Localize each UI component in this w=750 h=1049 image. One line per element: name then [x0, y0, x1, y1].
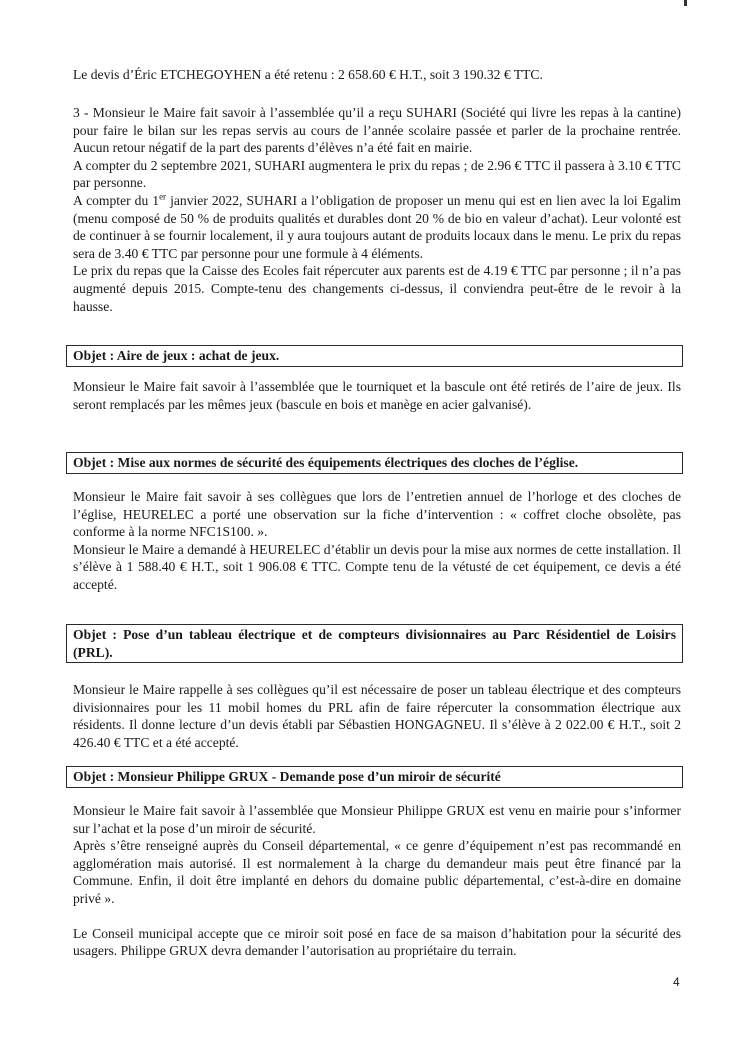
section-body-jeux [73, 378, 681, 413]
miroir-p1: Monsieur le Maire fait savoir à l’assemblée que Monsieur Philippe GRUX est venu en mairie pour s’informer sur l’achat et la pose d’un miroir de sécurité. [73, 803, 681, 836]
miroir-p3: Le Conseil municipal accepte que ce miroir soit posé en face de sa maison d’habitation pour la sécurité des usagers. Philippe GRUX devra demander l’autorisation au propriétaire du terrain. [73, 925, 681, 959]
section-body-prl [73, 681, 681, 751]
suhari-p3-sup: er [159, 191, 167, 202]
section-title-prl: Objet : Pose d’un tableau électrique et de compteurs divisionnaires au Parc Résidentiel de Loisirs (PRL). [66, 624, 683, 663]
section-body-miroir [73, 802, 681, 960]
prl-body: Monsieur le Maire rappelle à ses collègues qu’il est nécessaire de poser un tableau électrique et des compteurs divisionnaires pour les 11 mobil homes du PRL afin de faire répercuter la consommation électrique aux résidents. Il donne lecture d’un devis établi par Sébastien HONGAGNEU. Il s’élève à 2 022.00 € H.T., soit 2 426.40 € TTC et a été accepté. [73, 682, 681, 750]
page-number: 4 [673, 975, 680, 989]
section-title-jeux: Objet : Aire de jeux : achat de jeux. [66, 345, 683, 367]
devis-paragraph [73, 66, 681, 84]
suhari-p2: A compter du 2 septembre 2021, SUHARI augmentera le prix du repas ; de 2.96 € TTC il passera à 3.10 € TTC par personne. [73, 157, 681, 191]
jeux-body: Monsieur le Maire fait savoir à l’assemblée que le tourniquet et la bascule ont été retirés de l’aire de jeux. Ils seront remplacés par les mêmes jeux (bascule en bois et manège en acier galvanisé). [73, 379, 681, 412]
devis-line: Le devis d’Éric ETCHEGOYHEN a été retenu : 2 658.60 € H.T., soit 3 190.32 € TTC. [73, 67, 543, 82]
miroir-p2: Après s’être renseigné auprès du Conseil départemental, « ce genre d’équipement n’est pas recommandé en agglomération mais autorisé. Il est normalement à la charge du demandeur mais peut être financé par la Commune. Enfin, il doit être implanté en dehors du domaine public départemental, c’est-à-dire en domaine privé ». [73, 838, 681, 906]
section-title-cloches: Objet : Mise aux normes de sécurité des équipements électriques des cloches de l’église. [66, 452, 683, 474]
suhari-p3-rest: janvier 2022, SUHARI a l’obligation de proposer un menu qui est en lien avec la loi Egalim (menu composé de 50 % de produits qualités et durables dont 20 % de bio en valeur d’achat). Leur volonté est de continuer à se fournir localement, il y aura toujours autant de produits locaux dans le menu. Le prix du repas sera de 3.40 € TTC par personne pour une formule à 4 éléments. [73, 192, 681, 261]
section-title-miroir: Objet : Monsieur Philippe GRUX - Demande pose d’un miroir de sécurité [66, 766, 683, 788]
suhari-p4: Le prix du repas que la Caisse des Ecoles fait répercuter aux parents est de 4.19 € TTC par personne ; il n’a pas augmenté depuis 2015. Compte-tenu des changements ci-dessus, il conviendra peut-être de le revoir à la hausse. [73, 263, 681, 314]
section-body-cloches [73, 488, 681, 594]
suhari-p3-prefix: A compter du 1 [73, 192, 160, 208]
cloches-p2: Monsieur le Maire a demandé à HEURELEC d’établir un devis pour la mise aux normes de cette installation. Il s’élève à 1 588.40 € H.T., soit 1 906.08 € TTC. Compte tenu de la vétusté de cet équipement, ce devis a été accepté. [73, 541, 681, 592]
suhari-p1: 3 - Monsieur le Maire fait savoir à l’assemblée qu’il a reçu SUHARI (Société qui livre les repas à la cantine) pour faire le bilan sur les repas servis au cours de l’année scolaire passée et parler de la prochaine rentrée. Aucun retour négatif de la part des parents d’élèves n’a été fait en mairie. [73, 105, 681, 156]
cloches-p1: Monsieur le Maire fait savoir à ses collègues que lors de l’entretien annuel de l’horloge et des cloches de l’église, HEURELEC a porté une observation sur la fiche d’intervention : « coffret cloche obsolète, pas conforme à la norme NFC1S100. ». [73, 489, 681, 540]
scan-mark [684, 0, 687, 6]
suhari-paragraphs [73, 104, 681, 315]
suhari-p3 [73, 192, 681, 262]
